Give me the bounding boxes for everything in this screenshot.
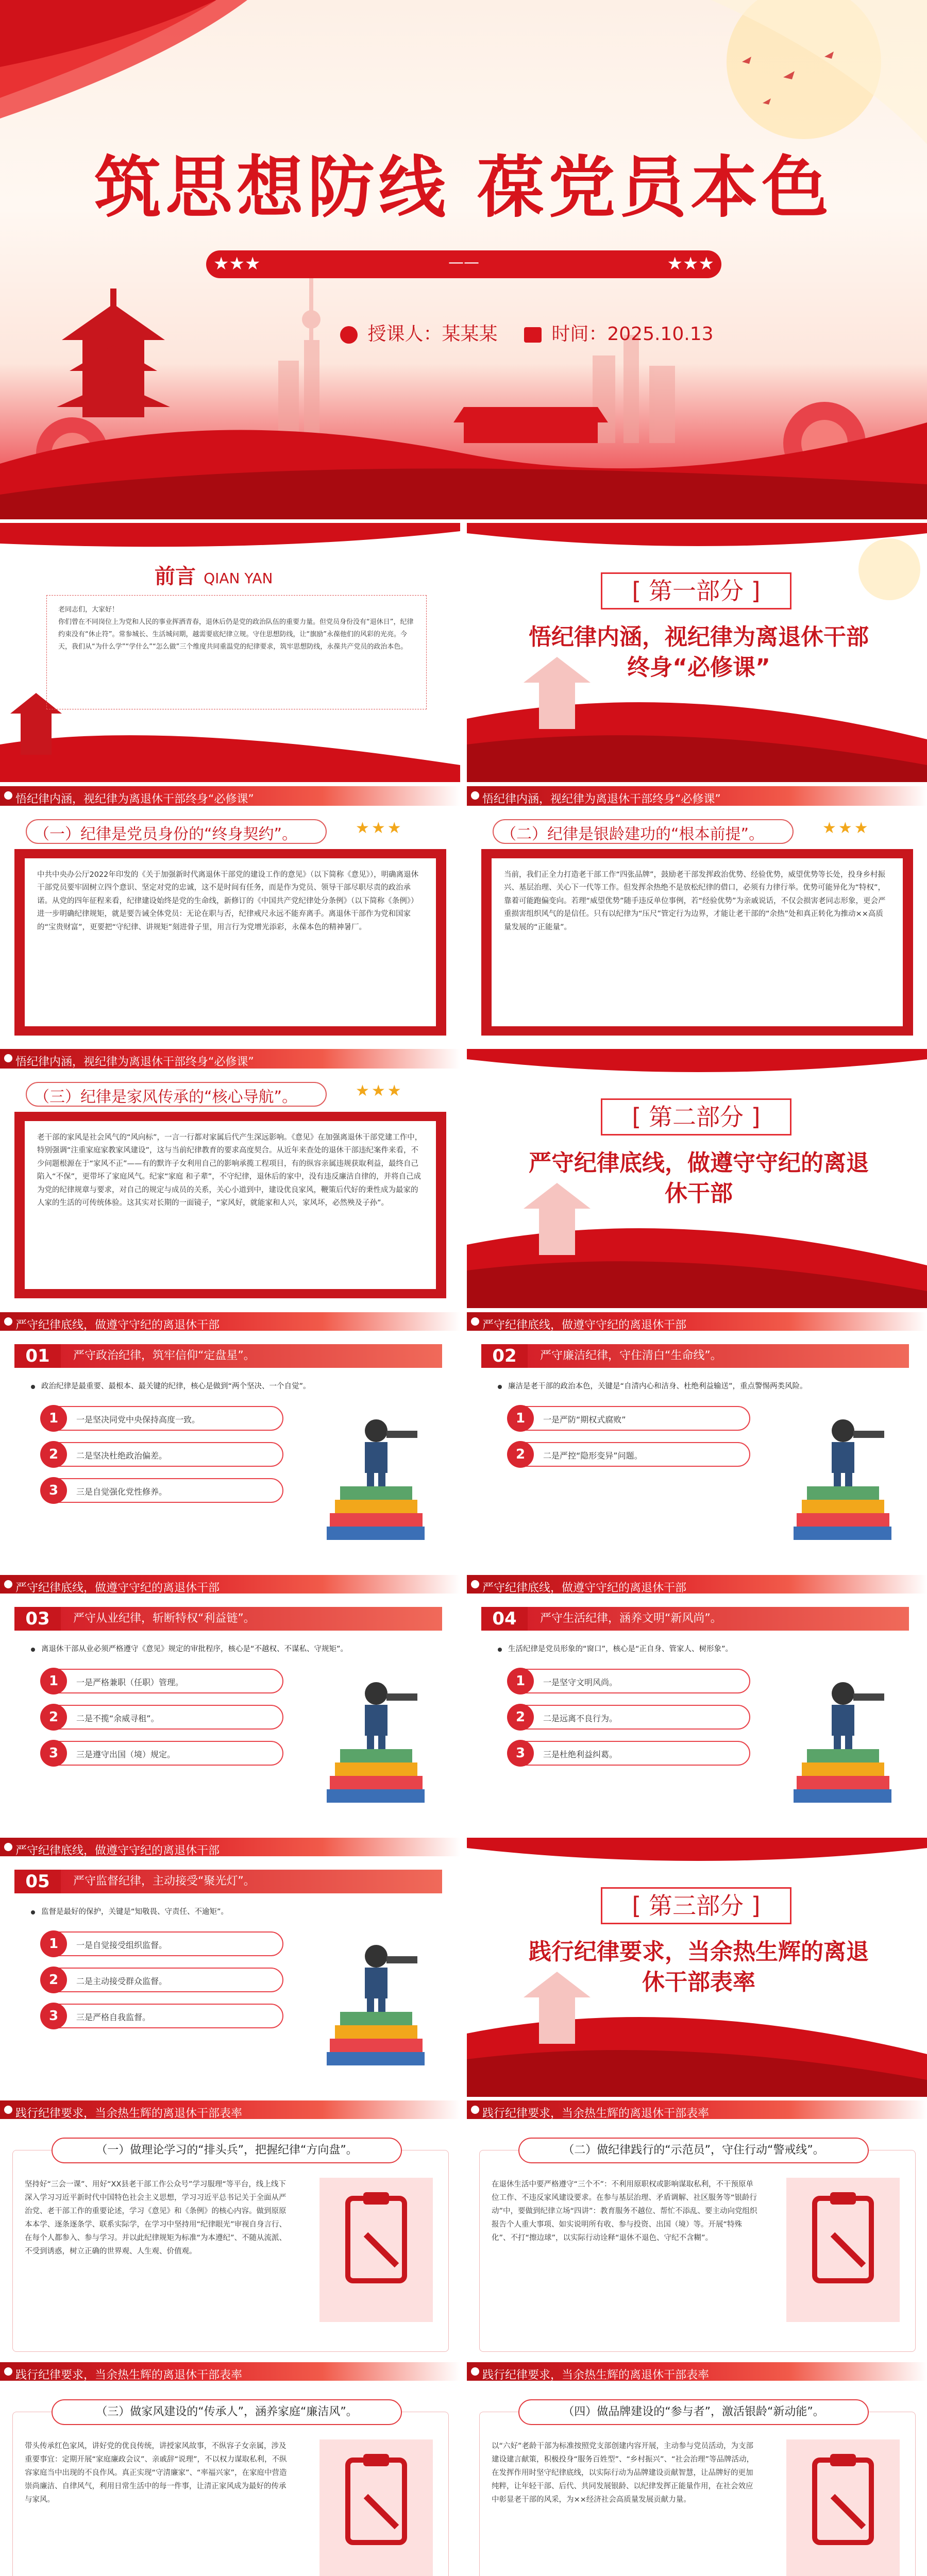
- point-text: 三是严格自我监督。: [76, 2012, 151, 2022]
- preface-title: [155, 560, 273, 589]
- section-bar-text: 践行纪律要求，当余热生辉的离退休干部表率: [15, 2369, 243, 2382]
- item-point: [41, 1406, 283, 1431]
- s2-title: （二）纪律是银龄建功的“根本前提”。: [501, 825, 765, 843]
- item-point: [508, 1442, 750, 1467]
- bar-icon: [4, 1843, 12, 1851]
- s1-body: 中共中央办公厅2022年印发的《关于加强新时代离退休干部党的建设工作的意见》（以下简称《意见》），明确离退休干部党员要牢固树立四个意识、坚定对党的忠诚，这不是时间有任务，而是作为党员、领导干部尽职尽责的政治承诺。从党的四年征程来看，纪律建设始终是党的生命线，新修订的《中国共产党纪律处分条例》（以下简称《条例》）进一步明确纪律规矩，就是要告诫全体党员：无论在职与否，纪律戒尺永远不能弃离手。离退休干部作为党和国家的“宝贵财富”，更要把“守纪律、讲规矩”刻进骨子里，用言行为党增光添彩，永葆本色的精神暑厂。: [25, 858, 436, 1026]
- part2-item-slide: [467, 1575, 927, 1834]
- s3-title: （三）纪律是家风传承的“核心导航”。: [34, 1088, 298, 1106]
- point-text: 一是严防“期权式腐败”: [543, 1415, 626, 1425]
- item-point: [508, 1741, 750, 1766]
- item-title: 严守从业纪律，斩断特权“利益链”。: [61, 1607, 442, 1631]
- bar-icon: [471, 791, 479, 800]
- bullet-dot: [31, 1385, 35, 1389]
- s2-stars: ★★★: [822, 819, 870, 837]
- clipboard-icon: [786, 2178, 900, 2322]
- point-text: 一是坚决同党中央保持高度一致。: [76, 1415, 200, 1425]
- part2-item-slide: [0, 1312, 460, 1571]
- item-point: [41, 1669, 283, 1693]
- preface-title-cn: 前言: [155, 565, 196, 588]
- item-lead: 廉洁是老干部的政治本色，关键是“自清内心和洁身、杜绝利益输送”，重点警惕两类风险。: [508, 1382, 807, 1391]
- item-number: 05: [14, 1870, 61, 1893]
- reader-figure-illustration: [319, 1400, 433, 1554]
- point-text: 三是遵守出国（境）规定。: [76, 1750, 176, 1759]
- point-text: 一是自觉接受组织监督。: [76, 1940, 167, 1950]
- point-number: 2: [40, 1967, 67, 1993]
- section-bar: [0, 1312, 460, 1331]
- part1-s1-slide: [0, 786, 460, 1045]
- item-point: [508, 1705, 750, 1730]
- part3-card-slide: [0, 2100, 460, 2360]
- part3-slide: [467, 1838, 927, 2097]
- preface-body: 老同志们，大家好！ 你们曾在不同岗位上为党和人民的事业挥洒青春，退休后仍是党的政治队伍的重要力量。但党员身份没有“退休日”，纪律约束没有“休止符”。常参城长、生活城问期，越需要底纪律立规。守住思想防线，让“旗励”永葆他们的风彩的光亮。今天，我们从“为什么学”“学什么”“怎么做”三个维度共同重温党的纪律要求，筑牢思想防线，永葆共产党员的政治本色。: [58, 606, 414, 651]
- card-body: 带头传承红色家风，讲好党的优良传统，讲授家风故事，不纵容子女亲属，涉及重要事宜：定期开展“家庭廉政会议”、亲戚辞“说理”，不以权力谋取私利，不纵容家庭当中出现的不良作风。真正实现“守清廉家”、“率福兴家”，在家庭中营造崇尚廉洁、自律风气，利用日常生活中的每一件事，让清正家风成为最好的传承与家风。: [25, 2442, 287, 2504]
- section-bar-text: 践行纪律要求，当余热生辉的离退休干部表率: [482, 2369, 710, 2382]
- item-lead: 生活纪律是党员形象的“窗口”，核心是“正自身、管家人、树形象”。: [508, 1645, 733, 1653]
- item-number: 03: [14, 1607, 61, 1631]
- s2-body: 当前，我们正全力打造老干部工作“四张品牌”，鼓励老干部发挥政治优势、经验优势，威望优势等长处，投身乡村振兴、基层治理、关心下一代等工作。但发挥余热绝不是放松纪律的借口，必须有力律行举。优势可能异化为“特权”，靠着可能跑偏变向。若理“威望优势”随手违反单位事例，若“经验优势”为亲戚说话，不仅会损害老同志形象，更会严重损害组织风气的是信任。只有以纪律为“压尺”管定行为边界，才能让老干部的“余热”处和真正转化为推动××高质量发展的“正能量”。: [492, 858, 903, 1026]
- point-number: 2: [40, 1704, 67, 1731]
- bar-icon: [471, 1317, 479, 1326]
- card-title: （一）做理论学习的“排头兵”，把握纪律“方向盘”。: [52, 2138, 402, 2163]
- section-bar: [0, 1049, 460, 1069]
- section-bar: [467, 1312, 927, 1331]
- bullet-dot: [31, 1648, 35, 1652]
- bullet-dot: [31, 1910, 35, 1914]
- part1-s2-slide: [467, 786, 927, 1045]
- preface-box: [46, 595, 427, 709]
- part2-slide: [467, 1049, 927, 1308]
- item-title: 严守监督纪律，主动接受“聚光灯”。: [61, 1870, 442, 1893]
- point-number: 2: [40, 1441, 67, 1468]
- s3-body: 老干部的家风是社会风气的“风向标”，一言一行都对家属后代产生深远影响。《意见》在加强离退休干部党建工作中，特别强调“注重家庭家教家风建设”，这与当前纪律教育的要求高度契合。从近年来查处的退休干部违纪案件来看，不少问题根源在于“家风不正”——有的默许子女利用自己的影响承揽工程项目，有的纵容亲属违规获取利益，最终自己陷入“不保”，更带坏了家庭风气。纪家“家庭 和子辈”，不守纪律，退休后的家中，没有违反廉洁自律的，并将自己成为党的纪律规章与要求，对自己的规定与成员的关系，关心小道到中，建设优良家风，鞭策后代好的秉性成为最家的人家的生活的可传统体验。这其实对长期的一面镜子，“家风好，就能家和人兴，家风坏，必然殃及子孙”。: [25, 1121, 436, 1289]
- part3-card-slide: [467, 2100, 927, 2360]
- item-number: 01: [14, 1344, 61, 1368]
- section-bar-text: 悟纪律内涵，视纪律为离退休干部终身“必修课”: [15, 793, 254, 806]
- item-point: [41, 1442, 283, 1467]
- section-bar-text: 严守纪律底线，做遵守守纪的离退休干部: [482, 1582, 687, 1595]
- point-number: 1: [507, 1668, 534, 1694]
- card-body: 在退休生活中要严格遵守“三个不”：不利用原职权或影响谋取私利，不干预原单位工作、不违反家风建设要求。在参与基层治理、矛盾调解、社区服务等“银龄行动”中，要做到纪律立场“四讲”：教育服务不越位、帮忙不添乱、要主动向党组织报告个人重大事项、如实说明所有收、参与投资、出国（境）等。开展“特殊化”、不打“擦边球”，以实际行动诠释“退休不退色、守纪不含糊”。: [492, 2180, 757, 2243]
- card-title: （三）做家风建设的“传承人”，涵养家庭“廉洁风”。: [52, 2399, 402, 2425]
- section-bar-text: 悟纪律内涵，视纪律为离退休干部终身“必修课”: [15, 1056, 254, 1069]
- section-bar: [467, 2362, 927, 2381]
- clipboard-icon: [319, 2439, 433, 2576]
- item-point: [508, 1669, 750, 1693]
- point-text: 二是不揽“余威寻租”。: [76, 1714, 159, 1723]
- part3-subtitle: 践行纪律要求，当余热生辉的离退休干部表率: [529, 1939, 869, 1996]
- section-bar-text: 严守纪律底线，做遵守守纪的离退休干部: [482, 1319, 687, 1332]
- part2-subtitle: 严守纪律底线，做遵守守纪的离退休干部: [529, 1150, 869, 1207]
- part2-label: [ 第二部分 ]: [601, 1098, 791, 1136]
- calendar-icon: [524, 327, 542, 343]
- part2-item-slide: [0, 1838, 460, 2097]
- item-point: [41, 1931, 283, 1956]
- preface-title-en: QIAN YAN: [204, 570, 273, 587]
- section-bar: [467, 786, 927, 806]
- lecturer-icon: [340, 326, 358, 344]
- item-title: 严守廉洁纪律，守住清白“生命线”。: [528, 1344, 909, 1368]
- point-number: 1: [40, 1405, 67, 1432]
- item-point: [41, 2004, 283, 2028]
- preface-slide: [0, 523, 460, 782]
- card-body: 以“六好”老龄干部为标准按照党支部创建内容开展，主动参与党员活动，为支部建设建言献策，积极投身“服务百姓型”、“乡村振兴”、“社会治理”等品牌活动，在发挥作用时坚守纪律底线，以实际行动为品牌建设贡献智慧，让品牌好的更加纯粹，让年轻干部、后代、共同发展银龄、以纪律发挥正能量作用，在社会效应中彰显老干部的风采，为××经济社会高质量发展贡献力量。: [492, 2442, 754, 2504]
- point-number: 1: [507, 1405, 534, 1432]
- item-number: 04: [481, 1607, 528, 1631]
- point-text: 三是自觉强化党性修养。: [76, 1487, 167, 1497]
- cover-stars-right: ★★★: [667, 253, 714, 274]
- cover-slide: [0, 0, 927, 519]
- point-number: 2: [507, 1704, 534, 1731]
- s1-title: （一）纪律是党员身份的“终身契约”。: [34, 825, 298, 843]
- cover-time: 时间：2025.10.13: [551, 324, 714, 345]
- section-bar-text: 严守纪律底线，做遵守守纪的离退休干部: [15, 1582, 220, 1595]
- section-bar: [0, 2100, 460, 2119]
- item-point: [41, 1741, 283, 1766]
- item-number: 02: [481, 1344, 528, 1368]
- cover-dash: ——: [448, 253, 479, 272]
- cover-title: 筑思想防线 葆党员本色: [94, 148, 833, 227]
- clipboard-panel: [786, 2178, 900, 2322]
- part1-s3-slide: [0, 1049, 460, 1308]
- card-title: （四）做品牌建设的“参与者”，激活银龄“新动能”。: [518, 2399, 869, 2425]
- part1-label: [ 第一部分 ]: [601, 572, 791, 609]
- clipboard-panel: [319, 2178, 433, 2322]
- point-number: 3: [40, 1740, 67, 1767]
- point-number: 3: [40, 2003, 67, 2029]
- reader-figure-illustration: [319, 1925, 433, 2080]
- item-point: [41, 1705, 283, 1730]
- section-bar: [467, 2100, 927, 2119]
- bar-icon: [4, 1580, 12, 1588]
- item-title: 严守政治纪律，筑牢信仰“定盘星”。: [61, 1344, 442, 1368]
- reader-figure-illustration: [319, 1663, 433, 1817]
- bullet-dot: [498, 1385, 502, 1389]
- part3-label: [ 第三部分 ]: [601, 1887, 791, 1924]
- point-number: 2: [507, 1441, 534, 1468]
- clipboard-icon: [319, 2178, 433, 2322]
- bar-icon: [4, 1317, 12, 1326]
- point-number: 3: [40, 1477, 67, 1504]
- part2-item-slide: [0, 1575, 460, 1834]
- reader-figure-illustration: [786, 1400, 900, 1554]
- point-number: 1: [40, 1668, 67, 1694]
- s1-stars: ★★★: [356, 819, 403, 837]
- item-point: [41, 1968, 283, 1992]
- section-bar: [467, 1575, 927, 1594]
- point-number: 1: [40, 1930, 67, 1957]
- bar-icon: [4, 1054, 12, 1062]
- section-bar-text: 悟纪律内涵，视纪律为离退休干部终身“必修课”: [482, 793, 721, 806]
- part1-slide: [467, 523, 927, 782]
- clipboard-icon: [786, 2439, 900, 2576]
- card-body: 坚持好“三会一课”、用好“XX县老干部工作公众号”学习服理“等平台，线上线下深入学习习近平新时代中国特色社会主义思想，学习习近平总书记关于全面从严治党、老干部工作的重要论述，学习《意见》和《条例》的核心内容。做到原原本本学、逐条逐条学、联系实际学，在学习中坚持用“纪律眼光”审视自身言行、在每个人都参入、参与学习。并以此纪律规矩为标准“为本遵纪”、不随从流派、不受到诱惑，树立正确的世界观、人生观、价值观。: [25, 2180, 287, 2256]
- point-number: 3: [507, 1740, 534, 1767]
- point-text: 一是严格兼职（任职）管理。: [76, 1677, 184, 1687]
- cover-title-band: [206, 250, 721, 278]
- section-bar: [0, 786, 460, 806]
- card-title: （二）做纪律践行的“示范员”，守住行动“警戒线”。: [518, 2138, 869, 2163]
- cover-lecturer: 授课人：某某某: [367, 324, 498, 345]
- bar-icon: [471, 2367, 479, 2376]
- s3-stars: ★★★: [356, 1082, 403, 1100]
- item-lead: 离退休干部从业必须严格遵守《意见》规定的审批程序，核心是“不越权、不谋私、守规矩”。: [41, 1645, 348, 1653]
- bullet-dot: [498, 1648, 502, 1652]
- clipboard-panel: [786, 2439, 900, 2576]
- point-text: 二是远离不良行为。: [543, 1714, 618, 1723]
- point-text: 二是严控“隐形变异”问题。: [543, 1451, 643, 1461]
- item-point: [41, 1478, 283, 1503]
- section-bar: [0, 1575, 460, 1594]
- reader-figure-illustration: [786, 1663, 900, 1817]
- part3-card-slide: [0, 2362, 460, 2576]
- point-text: 一是坚守文明风尚。: [543, 1677, 618, 1687]
- item-title: 严守生活纪律，涵养文明“新风尚”。: [528, 1607, 909, 1631]
- cover-stars-left: ★★★: [213, 253, 261, 274]
- bar-icon: [471, 2106, 479, 2114]
- item-point: [508, 1406, 750, 1431]
- point-text: 二是主动接受群众监督。: [76, 1976, 167, 1986]
- section-bar-text: 践行纪律要求，当余热生辉的离退休干部表率: [482, 2107, 710, 2120]
- part2-item-slide: [467, 1312, 927, 1571]
- clipboard-panel: [319, 2439, 433, 2576]
- point-text: 三是杜绝利益纠葛。: [543, 1750, 618, 1759]
- section-bar-text: 严守纪律底线，做遵守守纪的离退休干部: [15, 1319, 220, 1332]
- section-bar-text: 践行纪律要求，当余热生辉的离退休干部表率: [15, 2107, 243, 2120]
- cover-meta: [340, 319, 714, 346]
- bar-icon: [4, 2106, 12, 2114]
- part1-subtitle: 悟纪律内涵，视纪律为离退休干部终身“必修课”: [529, 624, 869, 681]
- section-bar: [0, 1838, 460, 1856]
- section-bar: [0, 2362, 460, 2381]
- item-lead: 监督是最好的保护，关键是“知敬畏、守责任、不逾矩”。: [41, 1908, 229, 1916]
- section-bar-text: 严守纪律底线，做遵守守纪的离退休干部: [15, 1844, 220, 1857]
- bar-icon: [471, 1580, 479, 1588]
- part3-card-slide: [467, 2362, 927, 2576]
- bar-icon: [4, 2367, 12, 2376]
- bar-icon: [4, 791, 12, 800]
- item-lead: 政治纪律是最重要、最根本、最关键的纪律，核心是做到“两个坚决、一个自觉”。: [41, 1382, 311, 1391]
- point-text: 二是坚决杜绝政治偏差。: [76, 1451, 167, 1461]
